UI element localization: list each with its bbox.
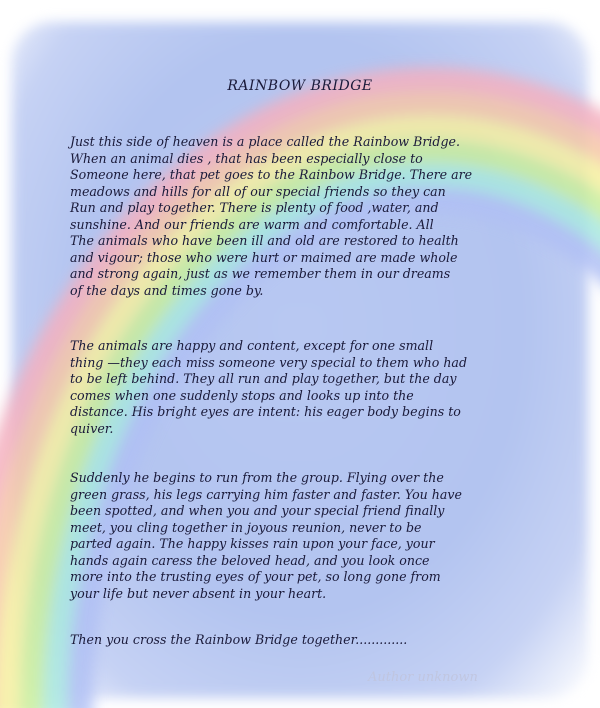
paragraph-1 [70,134,550,299]
author-credit: Author unknown [368,670,478,685]
text-line: Run and play together. There is plenty of food ,water, and [70,200,439,215]
paragraph-2 [70,338,550,437]
text-line: and strong again, just as we remember them in our dreams [70,266,451,281]
text-line: distance. His bright eyes are intent: his eager body begins to [70,404,461,419]
text-line: When an animal dies , that has been especially close to [70,150,423,166]
text-line: and vigour; those who were hurt or maimed are made whole [70,249,458,265]
text-line: The animals are happy and content, except for one small [70,338,434,353]
text-line: meadows and hills for all of our special friends so they can [70,183,446,199]
text-line: hands again caress the beloved head, and you look once [70,552,430,568]
text-line: The animals who have been ill and old are restored to health [70,233,459,248]
text-line: been spotted, and when you and your special friend finally [70,503,445,518]
text-line: meet, you cling together in joyous reunion, never to be [70,519,422,535]
text-line: parted again. The happy kisses rain upon your face, your [70,536,435,551]
text-line: sunshine. And our friends are warm and comfortable. All [70,216,434,232]
text-line: comes when one suddenly stops and looks up into the [70,387,414,403]
text-line: Someone here, that pet goes to the Rainbow Bridge. There are [70,167,473,182]
paragraph-4 [70,632,550,649]
poem-title: RAINBOW BRIDGE [227,78,373,94]
text-line: of the days and times gone by. [70,282,264,298]
text-line: green grass, his legs carrying him faster and faster. You have [70,486,462,502]
text-line: Then you cross the Rainbow Bridge together............. [70,632,408,647]
text-line: to be left behind. They all run and play together, but the day [70,371,457,386]
text-line: Suddenly he begins to run from the group. Flying over the [70,470,444,485]
text-line: Just this side of heaven is a place called the Rainbow Bridge. [70,134,460,149]
text-line: more into the trusting eyes of your pet, so long gone from [70,569,441,584]
text-line: your life but never absent in your heart. [70,585,327,601]
paragraph-3 [70,470,550,602]
text-line: thing —they each miss someone very special to them who had [70,354,468,370]
text-line: quiver. [70,420,114,436]
